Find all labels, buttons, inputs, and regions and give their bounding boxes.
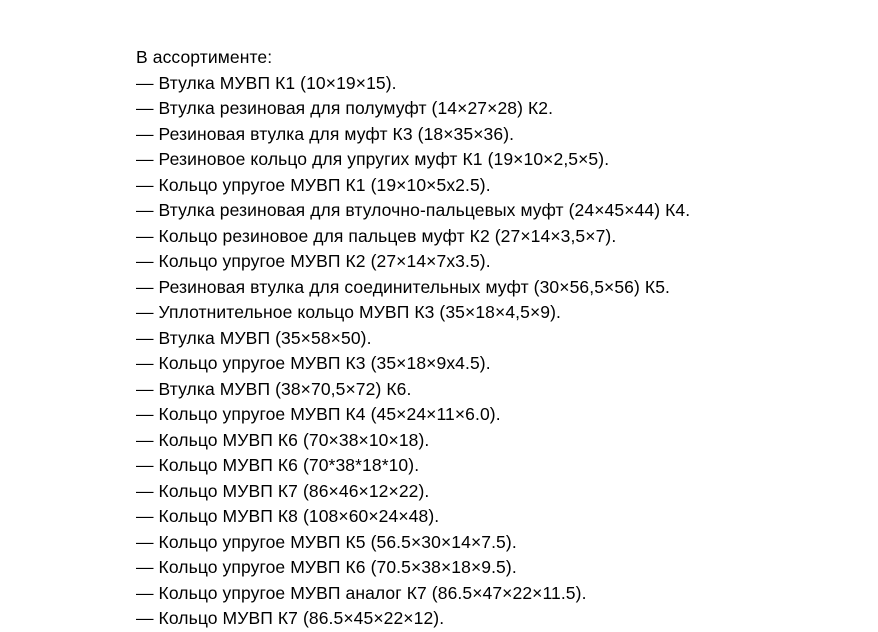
list-item: — Кольцо упругое МУВП К5 (56.5×30×14×7.5). <box>136 531 517 552</box>
list-item: — Резиновое кольцо для упругих муфт К1 (19×10×2,5×5). <box>136 149 610 169</box>
list-item: — Кольцо упругое МУВП К1 (19×10×5х2.5). <box>136 174 491 195</box>
list-item: — Кольцо МУВП К7 (86×46×12×22). <box>136 480 430 501</box>
list-item: — Резиновая втулка для соединительных муфт (30×56,5×56) К5. <box>136 276 670 297</box>
list-item: — Втулка резиновая для полумуфт (14×27×28) К2. <box>136 98 554 118</box>
list-item: — Кольцо МУВП К8 (108×60×24×48). <box>136 506 440 526</box>
list-item: — Кольцо упругое МУВП К6 (70.5×38×18×9.5). <box>136 557 517 577</box>
list-item: — Кольцо упругое МУВП К3 (35×18×9х4.5). <box>136 353 491 373</box>
list-item: — Кольцо МУВП К6 (70*38*18*10). <box>136 455 420 475</box>
list-item: — Кольцо упругое МУВП аналог К7 (86.5×47×22×11.5). <box>136 582 587 603</box>
list-item: — Кольцо упругое МУВП К2 (27×14×7х3.5). <box>136 251 491 271</box>
list-item: — Кольцо резиновое для пальцев муфт К2 (27×14×3,5×7). <box>136 225 617 246</box>
product-list <box>136 71 836 632</box>
list-item: — Втулка МУВП (35×58×50). <box>136 327 372 348</box>
list-item: — Резиновая втулка для муфт К3 (18×35×36). <box>136 123 515 144</box>
document-content <box>136 45 836 632</box>
list-item: — Кольцо упругое МУВП К4 (45×24×11×6.0). <box>136 404 501 424</box>
list-item: — Уплотнительное кольцо МУВП К3 (35×18×4,5×9). <box>136 302 561 322</box>
list-item: — Втулка резиновая для втулочно-пальцевых муфт (24×45×44) К4. <box>136 200 691 220</box>
intro-line: В ассортименте: <box>136 47 273 67</box>
list-item: — Кольцо МУВП К7 (86.5×45×22×12). <box>136 608 445 628</box>
list-item: — Втулка МУВП К1 (10×19×15). <box>136 72 397 93</box>
list-item: — Кольцо МУВП К6 (70×38×10×18). <box>136 429 430 450</box>
list-item: — Втулка МУВП (38×70,5×72) К6. <box>136 378 412 399</box>
